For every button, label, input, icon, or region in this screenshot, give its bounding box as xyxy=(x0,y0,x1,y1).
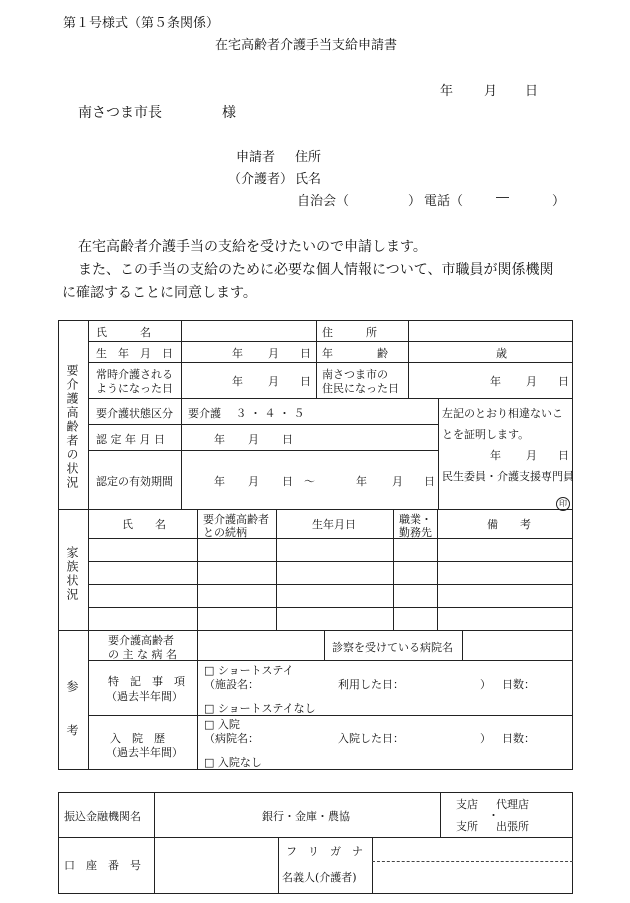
statement-line-2: また、この手当の支給のために必要な個人情報について、市職員が関係機関 xyxy=(78,262,554,278)
caregiver-label: （介護者） xyxy=(228,172,294,187)
validity-from-day: 日 ～ xyxy=(282,475,315,488)
facility-name-label: （施設名： xyxy=(204,678,259,691)
cert-year: 年 xyxy=(214,433,225,446)
validity-from-month: 月 xyxy=(248,475,259,488)
validity-to-month: 月 xyxy=(392,475,403,488)
council-close: ） xyxy=(408,194,422,209)
disease-label-1: 要介護高齢者 xyxy=(108,634,174,647)
agent-label: 代理店 xyxy=(496,798,529,811)
cert-year-2: 年 xyxy=(490,449,501,462)
cert-day: 日 xyxy=(282,433,293,446)
family-status-side-label: 家族状況 xyxy=(65,546,79,602)
cert-day-2: 日 xyxy=(558,449,569,462)
care-level-value: 要介護 ３ ・ ４ ・ ５ xyxy=(188,407,305,420)
seal-text: 印 xyxy=(556,497,570,511)
short-stay-paren-close: ） xyxy=(480,678,491,691)
cert-text-1: 左記のとおり相違ないこ xyxy=(442,407,563,420)
branch-label-1: 支店 xyxy=(456,798,478,811)
no-short-stay-checkbox[interactable]: □ ショートステイなし xyxy=(204,702,316,715)
form-title: 在宅高齢者介護手当支給申請書 xyxy=(215,38,398,53)
birth-month: 月 xyxy=(268,347,279,360)
resident-month: 月 xyxy=(526,375,537,388)
birth-year: 年 xyxy=(232,347,243,360)
applicant-label: 申請者 xyxy=(236,150,276,165)
bank-institution-label: 振込金融機関名 xyxy=(64,810,141,823)
admit-days-label: 日数： xyxy=(502,732,535,745)
short-stay-checkbox[interactable]: □ ショートステイ xyxy=(204,664,294,677)
phone-close: ） xyxy=(552,194,566,209)
care-start-month: 月 xyxy=(268,375,279,388)
furigana-label: フ リ ガ ナ xyxy=(286,845,363,858)
care-start-year: 年 xyxy=(232,375,243,388)
family-relation-header-1: 要介護高齢者 xyxy=(203,513,269,526)
validity-to-day: 日 xyxy=(424,475,435,488)
admit-date-label: 入院した日： xyxy=(338,732,404,745)
statement-line-3: に確認することに同意します。 xyxy=(62,285,257,301)
date-day: 日 xyxy=(525,84,539,99)
phone-label: 電話（ xyxy=(424,194,464,209)
care-start-label-1: 常時介護される xyxy=(96,368,173,381)
cert-month: 月 xyxy=(248,433,259,446)
no-admit-checkbox[interactable]: □ 入院なし xyxy=(204,756,262,769)
care-start-label-2: ようになった日 xyxy=(96,382,173,395)
resident-label-1: 南さつま市の xyxy=(322,368,388,381)
age-unit: 歳 xyxy=(496,347,507,360)
admitted-checkbox[interactable]: □ 入院 xyxy=(204,718,240,731)
reference-side-label: 参 考 xyxy=(65,680,79,746)
used-date-label: 利用した日： xyxy=(338,678,404,691)
hospitalization-label-1: 入 院 歴 xyxy=(110,732,165,745)
validity-to-year: 年 xyxy=(356,475,367,488)
name-label: 氏名 xyxy=(295,172,322,187)
name-header: 氏 名 xyxy=(96,326,151,339)
birthdate-label: 生 年 月 日 xyxy=(96,347,173,360)
family-relation-header-2: との続柄 xyxy=(203,526,247,539)
address-label: 住所 xyxy=(295,150,322,165)
cert-month-2: 月 xyxy=(526,449,537,462)
care-start-day: 日 xyxy=(300,375,311,388)
statement-line-1: 在宅高齢者介護手当の支給を受けたいので申請します。 xyxy=(78,239,427,255)
elderly-status-side-label: 要介護高齢者の状況 xyxy=(65,364,79,490)
disease-label-2: の 主 な 病 名 xyxy=(108,648,177,661)
care-level-label: 要介護状態区分 xyxy=(96,407,173,420)
validity-label: 認定の有効期間 xyxy=(96,475,173,488)
date-year: 年 xyxy=(440,84,454,99)
form-number: 第１号様式（第５条関係） xyxy=(63,16,220,31)
resident-year: 年 xyxy=(490,375,501,388)
cert-date-label: 認 定 年 月 日 xyxy=(96,433,165,446)
special-notes-label-1: 特 記 事 項 xyxy=(108,675,185,688)
resident-day: 日 xyxy=(558,375,569,388)
address-header: 住 所 xyxy=(322,326,377,339)
branch-label-2: 支所 xyxy=(456,820,478,833)
council-label: 自治会（ xyxy=(297,194,350,209)
hospitalization-label-2: （過去半年間） xyxy=(106,746,183,759)
birth-day: 日 xyxy=(300,347,311,360)
date-month: 月 xyxy=(484,84,498,99)
cert-text-2: とを証明します。 xyxy=(442,428,530,441)
hospital-name-label: （病院名： xyxy=(204,732,259,745)
cert-officer: 民生委員・介護支援専門員 xyxy=(442,470,574,483)
honorific: 様 xyxy=(222,105,236,121)
hospital-label: 診察を受けている病院名 xyxy=(332,641,453,654)
addressee: 南さつま市長 xyxy=(78,105,162,121)
family-notes-header: 備 考 xyxy=(487,518,531,531)
resident-label-2: 住民になった日 xyxy=(322,382,399,395)
family-job-header-2: 勤務先 xyxy=(399,526,432,539)
short-stay-days-label: 日数： xyxy=(502,678,535,691)
office-label: 出張所 xyxy=(496,820,529,833)
separator-dot: ・ xyxy=(488,809,499,822)
admit-paren-close: ） xyxy=(480,732,491,745)
account-holder-label: 名義人(介護者) xyxy=(282,871,357,884)
bank-institution-types: 銀行・金庫・農協 xyxy=(262,810,350,823)
phone-dash: ― xyxy=(496,190,509,205)
family-name-header: 氏 名 xyxy=(122,518,166,531)
seal-mark xyxy=(556,491,570,511)
age-label: 年 齢 xyxy=(322,347,388,360)
family-job-header-1: 職業・ xyxy=(399,513,432,526)
special-notes-label-2: （過去半年間） xyxy=(106,690,183,703)
validity-from-year: 年 xyxy=(214,475,225,488)
family-birth-header: 生年月日 xyxy=(312,518,356,531)
account-number-label: 口 座 番 号 xyxy=(64,859,141,872)
